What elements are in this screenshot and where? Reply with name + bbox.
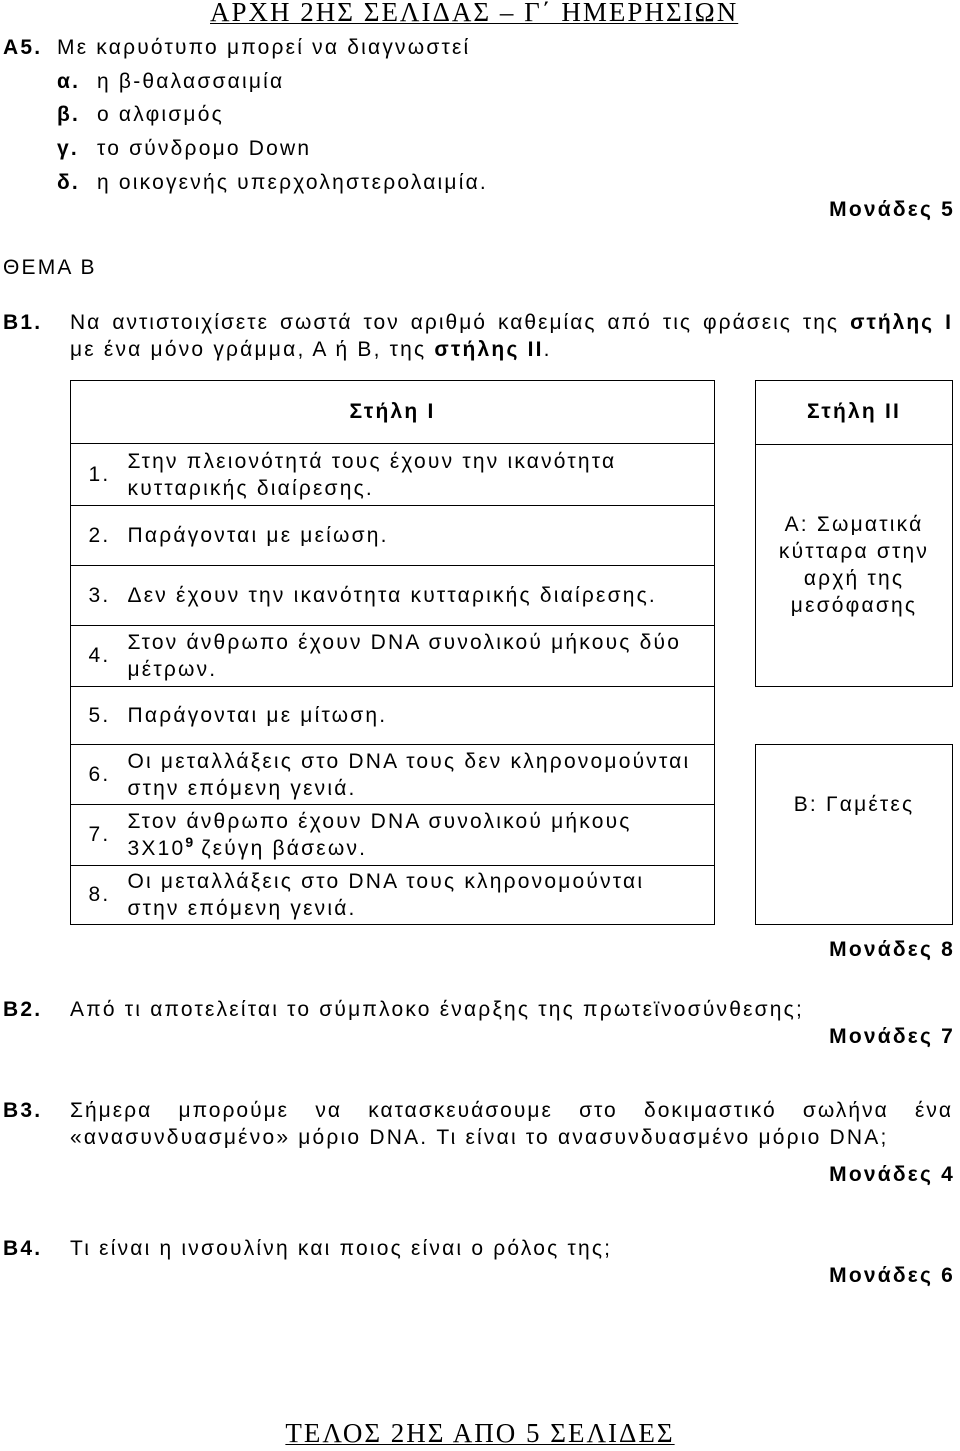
question-b2-label: Β2.: [3, 998, 43, 1021]
column-ii-option-a: [755, 445, 953, 687]
exponent-superscript: 9: [185, 834, 194, 850]
row-text-line: στην επόμενη γενιά.: [127, 897, 357, 920]
row-text: [128, 629, 682, 683]
row-text: [128, 868, 645, 922]
question-b1-line2-end: .: [543, 338, 552, 361]
row-text-line: Οι μεταλλάξεις στο DNA τους δεν κληρονομούνται: [127, 749, 691, 773]
column-ii-reference: στήλης II: [434, 338, 544, 361]
question-b1-line1-text: Να αντιστοιχίσετε σωστά τον αριθμό καθεμίας από τις φράσεις της: [70, 311, 851, 334]
row-number: 6.: [88, 762, 111, 786]
row-text-line: Στον άνθρωπο έχουν DNA συνολικού μήκους: [127, 810, 632, 833]
row-number: 1.: [88, 462, 111, 486]
option-text-b: ο αλφισμός: [97, 103, 224, 126]
question-a5-label: Α5.: [3, 36, 43, 59]
row-text: [128, 448, 617, 502]
row-number: 8.: [88, 883, 111, 906]
option-text-c: το σύνδρομο Down: [97, 137, 312, 160]
row-text: [128, 808, 632, 862]
column-ii-header-cell: [755, 380, 953, 445]
section-title: ΘΕΜΑ Β: [3, 256, 97, 279]
table-row: [71, 686, 714, 744]
column-ii-header: Στήλη II: [806, 400, 902, 424]
question-b1-line2: [70, 338, 552, 362]
question-b1-line1: [70, 311, 953, 335]
row-text-line: Δεν έχουν την ικανότητα κυτταρικής διαίρεσης.: [127, 584, 657, 607]
column-i-header: Στήλη I: [349, 400, 436, 423]
question-b1-label: Β1.: [3, 311, 43, 334]
column-ii-option-b: [755, 744, 953, 925]
table-row: [71, 625, 714, 686]
row-text-line: Οι μεταλλάξεις στο DNA τους κληρονομούνται: [127, 870, 645, 893]
page-footer: ΤΕΛΟΣ 2ΗΣ ΑΠΟ 5 ΣΕΛΙΔΕΣ: [285, 1418, 675, 1448]
column-i-header-cell: [71, 381, 714, 443]
row-text-line: [128, 835, 632, 862]
row-number: 4.: [88, 644, 111, 667]
points-b2: Μονάδες 7: [829, 1025, 955, 1048]
row-number: 7.: [88, 823, 111, 846]
question-b4-text: Τι είναι η ινσουλίνη και ποιος είναι ο ρόλος της;: [70, 1237, 613, 1260]
table-row: [71, 565, 714, 625]
points-b4: Μονάδες 6: [829, 1264, 955, 1287]
option-b-line: Β: Γαμέτες: [793, 793, 915, 816]
table-row: [71, 443, 714, 505]
row-text-line: στην επόμενη γενιά.: [127, 776, 357, 800]
points-b3: Μονάδες 4: [829, 1163, 955, 1186]
table-row: [71, 865, 714, 924]
row-text: [128, 702, 388, 729]
table-row: [71, 505, 714, 565]
row-text-line: Στην πλειονότητά τους έχουν την ικανότητα: [127, 449, 617, 473]
option-a-line: μεσόφασης: [790, 594, 918, 617]
row-text-line: Παράγονται με μίτωση.: [127, 704, 388, 727]
option-a-line: αρχή της: [803, 567, 905, 590]
points-a5: Μονάδες 5: [829, 198, 955, 221]
table-row: [71, 744, 714, 804]
page-header: ΑΡΧΗ 2ΗΣ ΣΕΛΙΔΑΣ – Γ΄ ΗΜΕΡΗΣΙΩΝ: [210, 0, 739, 27]
row-number: 2.: [88, 523, 111, 547]
option-a-line: Α: Σωματικά: [784, 513, 924, 536]
row-number: 3.: [88, 583, 111, 607]
row-text-line: μέτρων.: [127, 658, 218, 681]
points-b1: Μονάδες 8: [829, 938, 955, 961]
option-label-b: β.: [57, 103, 81, 126]
question-b3-line2: «ανασυνδυασμένο» μόριο DNA. Τι είναι το ανασυνδυασμένο μόριο DNA;: [70, 1126, 889, 1149]
option-label-c: γ.: [57, 137, 79, 160]
row-text-line: Παράγονται με μείωση.: [127, 524, 389, 547]
option-text-a: η β-θαλασσαιμία: [97, 70, 285, 93]
column-i-reference: στήλης I: [850, 311, 953, 334]
question-b3-line1: Σήμερα μπορούμε να κατασκευάσουμε στο δοκιμαστικό σωλήνα ένα: [70, 1099, 953, 1122]
row-text-line: Στον άνθρωπο έχουν DNA συνολικού μήκους δύο: [127, 631, 682, 654]
question-a5-text: Με καρυότυπο μπορεί να διαγνωστεί: [57, 36, 471, 59]
exponent-base: 3X10: [127, 837, 186, 860]
option-label-a: α.: [57, 70, 81, 93]
question-b4-label: Β4.: [3, 1237, 43, 1260]
row-text: [128, 582, 657, 609]
column-i-table: [70, 380, 715, 925]
option-label-d: δ.: [57, 171, 80, 194]
row-text-line: κυτταρικής διαίρεσης.: [127, 476, 374, 500]
question-b3-label: Β3.: [3, 1099, 43, 1122]
row-text: [128, 522, 389, 549]
question-b2-text: Από τι αποτελείται το σύμπλοκο έναρξης της πρωτεϊνοσύνθεσης;: [70, 998, 805, 1021]
row-text-rest: ζεύγη βάσεων.: [193, 837, 368, 860]
row-number: 5.: [88, 703, 111, 727]
row-text: [128, 748, 691, 802]
table-row: [71, 804, 714, 865]
option-a-line: κύτταρα στην: [778, 540, 930, 563]
question-b1-line2-text: με ένα μόνο γράμμα, Α ή Β, της: [70, 338, 435, 361]
option-text-d: η οικογενής υπερχοληστερολαιμία.: [97, 171, 488, 194]
